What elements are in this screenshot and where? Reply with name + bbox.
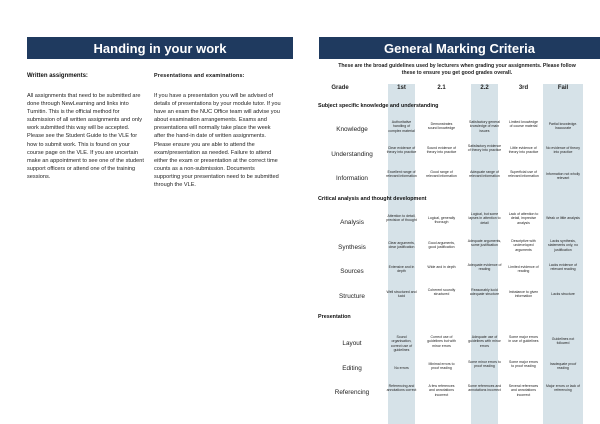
criterion-cell: Some minor errors to proof reading	[468, 360, 501, 369]
criterion-cell: Inadequate proof reading	[549, 362, 577, 371]
criterion-cell: Correct use of guidelines but with minor errors	[427, 335, 456, 348]
criterion-cell: Adequate arguments, some justification	[467, 239, 502, 248]
left-banner: Handing in your work	[27, 37, 293, 59]
criterion-cell: Lack of attention to detail, imprecise analysis	[508, 212, 539, 225]
criterion-cell: Adequate evidence of reading	[467, 263, 502, 272]
criterion-cell: Extensive and in depth	[388, 265, 415, 274]
criterion-cell: Referencing and annotations correct	[386, 384, 417, 393]
grade-first: 1st	[397, 85, 406, 91]
criterion-cell: Adequate use of guidelines with minor errors	[468, 335, 501, 348]
criterion-cell: Clear arguments, clear justification	[388, 241, 415, 250]
criterion-cell: Wide and in depth	[427, 265, 456, 269]
right-banner: General Marking Criteria	[319, 37, 600, 59]
criterion-cell: Logical, but some lapses in attention to detail	[468, 212, 501, 225]
grade-header-label: Grade	[331, 85, 349, 91]
criterion-cell: Reasonably lucid adequate structure	[469, 288, 500, 297]
criterion-cell: Guidelines not followed	[551, 337, 575, 346]
criterion-cell: Descriptive with undeveloped arguments	[511, 239, 536, 252]
criterion-label: Referencing	[334, 389, 370, 396]
grade-fail: Fail	[557, 85, 569, 91]
criterion-cell: Coherent soundly structured	[427, 288, 456, 297]
criterion-label: Structure	[339, 293, 365, 300]
grade-2-2: 2.2	[480, 85, 489, 91]
criterion-label: Understanding	[331, 151, 373, 158]
criterion-cell: Minimal errors to proof reading	[428, 362, 455, 371]
criterion-label: Knowledge	[336, 126, 368, 133]
criterion-cell: Some references and annotations incorrect	[467, 384, 502, 393]
criterion-cell: Sound organisation, correct use of guidelines	[390, 335, 413, 352]
right-page	[300, 0, 600, 424]
section-presentation: Presentation	[318, 314, 351, 320]
section-critical-analysis: Critical analysis and thought development	[318, 196, 427, 202]
criterion-cell: Lacks evidence of relevant reading	[548, 263, 578, 272]
criterion-cell: Partial knowledge. Inaccurate	[548, 122, 578, 131]
criterion-cell: Good arguments, good justification	[427, 241, 456, 250]
criterion-cell: Limited evidence of reading	[508, 265, 539, 274]
criterion-cell: Sound evidence of theory into practice	[426, 146, 457, 155]
criterion-cell: Weak or little analysis	[546, 216, 580, 220]
criterion-label: Layout	[342, 340, 362, 347]
criterion-cell: Attention to detail, precision of thought	[386, 214, 417, 223]
shade-fail-column	[543, 84, 583, 424]
criterion-label: Editing	[342, 365, 362, 372]
criterion-cell: Well structured and lucid	[386, 290, 417, 299]
criterion-label: Information	[336, 175, 368, 182]
criterion-label: Synthesis	[338, 244, 366, 251]
criterion-cell: Limited knowledge of course material	[509, 120, 538, 129]
grade-2-1: 2.1	[437, 85, 446, 91]
criterion-cell: Some major errors to proof reading	[509, 360, 538, 369]
shade-first-column	[388, 84, 415, 424]
presentations-text: If you have a presentation you will be advised of details of presentations by your module tutor. If you have an exam the NUC Office team will advise you about examination arrangements. Exams and presentations will normally take place the week after the hand-in date of written assignments. Please ensure you are able to attend the exam/presentation as needed. Failure to attend either the exam or presentation at the correct time counts as a non-submission. Documents supporting your presentation need to be submitted through the VLE.	[154, 93, 281, 189]
written-heading: Written assignments:	[27, 73, 88, 79]
criterion-cell: Information not wholly relevant	[545, 172, 581, 181]
criterion-cell: No evidence of theory into practice	[545, 146, 581, 155]
criterion-label: Analysis	[340, 219, 364, 226]
criterion-cell: Logical, generally thorough	[427, 216, 456, 225]
criterion-cell: Imbalance to given information	[508, 290, 539, 299]
criterion-cell: Satisfactory general knowledge of main issues	[469, 120, 500, 133]
criterion-cell: Little evidence of theory into practice	[508, 146, 539, 155]
criterion-cell: Some major errors in use of guidelines	[508, 335, 539, 344]
intro-text: These are the broad guidelines used by lecturers when grading your assignments. Please follow these to ensure you get good grades overall.	[338, 63, 576, 77]
criterion-cell: Excellent range of relevant information	[386, 170, 417, 179]
criterion-cell: A few references and annotations incorrect	[428, 384, 455, 397]
criterion-cell: Demonstrates sound knowledge	[427, 122, 456, 131]
grade-header-row	[300, 85, 600, 95]
shade-2-2-column	[471, 84, 498, 424]
section-knowledge-understanding: Subject specific knowledge and understanding	[318, 103, 439, 109]
written-text: All assignments that need to be submitted are done through NewLearning and links into Turnitin. This is the official method for submission of all written assignments and only work submitted this way will be accepted. Please see the Student Guide to the VLE for how to submit work. This is found on your course page on the VLE. If you are uncertain make an appointment to see one of the student support officers or attend one of the training sessions.	[27, 93, 144, 180]
criterion-cell: Clear evidence of theory into practice	[386, 146, 417, 155]
criterion-cell: Satisfactory evidence of theory into practice	[467, 144, 502, 153]
criterion-cell: Lacks synthesis, statements only, no justification	[547, 239, 579, 252]
criterion-cell: Good range of relevant information	[426, 170, 457, 179]
criterion-cell: No errors	[394, 366, 409, 370]
criterion-cell: Adequate range of relevant information	[469, 170, 500, 179]
presentations-heading: Presentations and examinations:	[154, 73, 245, 79]
criterion-cell: Several references and annotations incorrect	[508, 384, 539, 397]
grade-third: 3rd	[518, 85, 529, 91]
criterion-cell: Lacks structure	[551, 292, 575, 296]
criterion-cell: Authoritative handling of complex material	[388, 120, 415, 133]
criterion-cell: Superficial use of relevant information	[508, 170, 539, 179]
criterion-label: Sources	[340, 268, 364, 275]
criterion-cell: Major errors or lack of referencing	[545, 384, 581, 393]
